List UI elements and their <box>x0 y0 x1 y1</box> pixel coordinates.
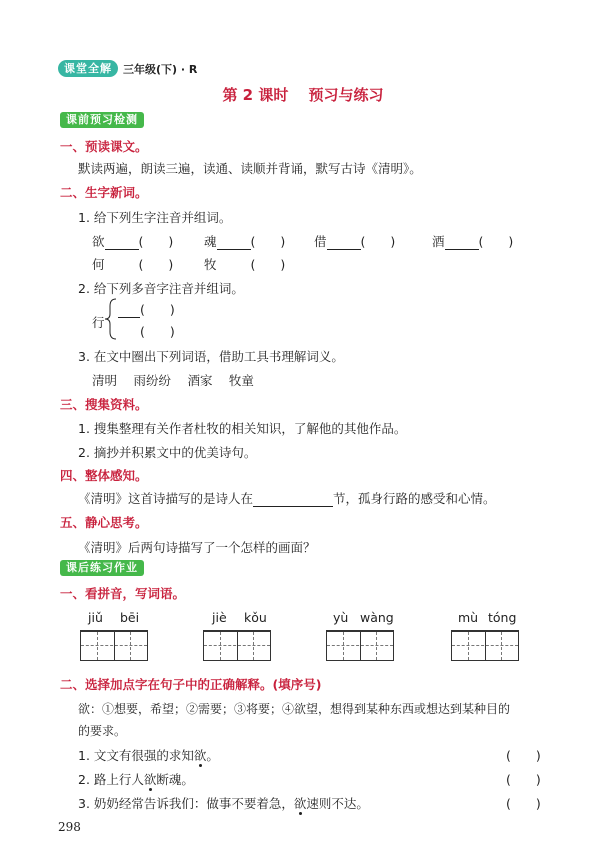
sentence-part: 速则不达。 <box>306 796 369 811</box>
dotted-char: 欲 <box>193 748 207 763</box>
char: 酒 <box>432 234 445 249</box>
sentence-part: 。 <box>206 748 219 763</box>
answer-paren[interactable]: ( ) <box>506 748 541 763</box>
heading-new-words: 二、生字新词。 <box>60 185 148 200</box>
section-tab-preview: 课前预习检测 <box>60 112 144 128</box>
char: 借 <box>314 234 327 249</box>
sentence-part: 节，孤身行路的感受和心情。 <box>333 491 496 506</box>
q1-text: 1. 给下列生字注音并组词。 <box>78 210 232 225</box>
pinyin-syllable: kǒu <box>244 610 267 625</box>
sentence-part: 2. 路上行人 <box>78 772 144 787</box>
sentence-part: 《清明》这首诗描写的是诗人在 <box>78 491 254 506</box>
grade-label: 三年级(下) · R <box>123 63 198 76</box>
char-item: 酒 ( ) <box>432 234 514 249</box>
dotted-char: 欲 <box>143 772 157 787</box>
char-item: 何 ( ) <box>92 257 174 272</box>
brace-icon <box>104 298 118 340</box>
research-item: 2. 摘抄并积累文中的优美诗句。 <box>78 445 257 460</box>
writing-grid[interactable] <box>451 630 519 661</box>
char: 欲 <box>92 234 105 249</box>
poly-answer: ( ) <box>140 324 175 339</box>
char-item: 欲 ( ) <box>92 234 174 249</box>
sentence-item <box>78 794 369 812</box>
sentence-item <box>78 770 194 788</box>
book-badge: 课堂全解 <box>58 60 118 77</box>
definition-line: 的要求。 <box>78 724 127 738</box>
char: 何 <box>92 257 105 272</box>
pinyin-syllable: tóng <box>488 610 517 625</box>
sentence-part: 1. 文文有很强的求知 <box>78 748 194 763</box>
char: 魂 <box>204 234 217 249</box>
heading-pinyin: 一、看拼音，写词语。 <box>60 586 186 601</box>
pinyin-syllable: bēi <box>120 610 140 625</box>
word-list: 清明 雨纷纷 酒家 牧童 <box>92 373 254 388</box>
char: 牧 <box>204 257 217 272</box>
sentence-part: 3. 奶奶经常告诉我们：做事不要着急， <box>78 796 294 811</box>
writing-grid[interactable] <box>80 630 148 661</box>
answer-paren[interactable]: ( ) <box>506 772 541 787</box>
heading-think: 五、静心思考。 <box>60 515 148 530</box>
blank-line[interactable] <box>105 249 139 250</box>
q3-text: 3. 在文中圈出下列词语，借助工具书理解词义。 <box>78 349 344 364</box>
lesson-title: 第 2 课时 预习与练习 <box>222 86 384 104</box>
writing-grid[interactable] <box>203 630 271 661</box>
poly-char: 行 <box>92 315 105 330</box>
heading-overall: 四、整体感知。 <box>60 468 148 483</box>
blank-line[interactable] <box>445 249 479 250</box>
page-number: 298 <box>58 820 81 834</box>
blank-line[interactable] <box>217 249 251 250</box>
definition-line: 欲：①想要，希望；②需要；③将要；④欲望，想得到某种东西或想达到某种目的 <box>78 702 511 716</box>
read-instruction: 默读两遍，朗读三遍，读通、读顺并背诵，默写古诗《清明》。 <box>78 161 422 176</box>
blank-line[interactable] <box>118 317 140 318</box>
writing-grid[interactable] <box>326 630 394 661</box>
poly-answer: ( ) <box>118 300 175 318</box>
q2-text: 2. 给下列多音字注音并组词。 <box>78 281 244 296</box>
char-item: 借 ( ) <box>314 234 396 249</box>
research-item: 1. 搜集整理有关作者杜牧的相关知识，了解他的其他作品。 <box>78 421 407 436</box>
dotted-char: 欲 <box>293 796 307 811</box>
pinyin-syllable: yù <box>333 610 349 625</box>
char-item: 牧 ( ) <box>204 257 286 272</box>
sentence-item <box>78 746 219 764</box>
pinyin-syllable: jiǔ <box>88 610 103 625</box>
heading-read: 一、预读课文。 <box>60 139 148 154</box>
char-item: 魂 ( ) <box>204 234 286 249</box>
pinyin-syllable: jiè <box>212 610 227 625</box>
overall-sentence <box>78 489 496 507</box>
think-question: 《清明》后两句诗描写了一个怎样的画面？ <box>78 540 316 555</box>
pinyin-syllable: wàng <box>360 610 394 625</box>
pinyin-syllable: mù <box>458 610 479 625</box>
heading-research: 三、搜集资料。 <box>60 397 148 412</box>
blank-line[interactable] <box>327 249 361 250</box>
heading-meaning: 二、选择加点字在句子中的正确解释。(填序号) <box>60 677 322 692</box>
answer-paren[interactable]: ( ) <box>506 796 541 811</box>
section-tab-homework: 课后练习作业 <box>60 560 144 576</box>
blank-line[interactable] <box>253 506 333 507</box>
sentence-part: 断魂。 <box>156 772 194 787</box>
